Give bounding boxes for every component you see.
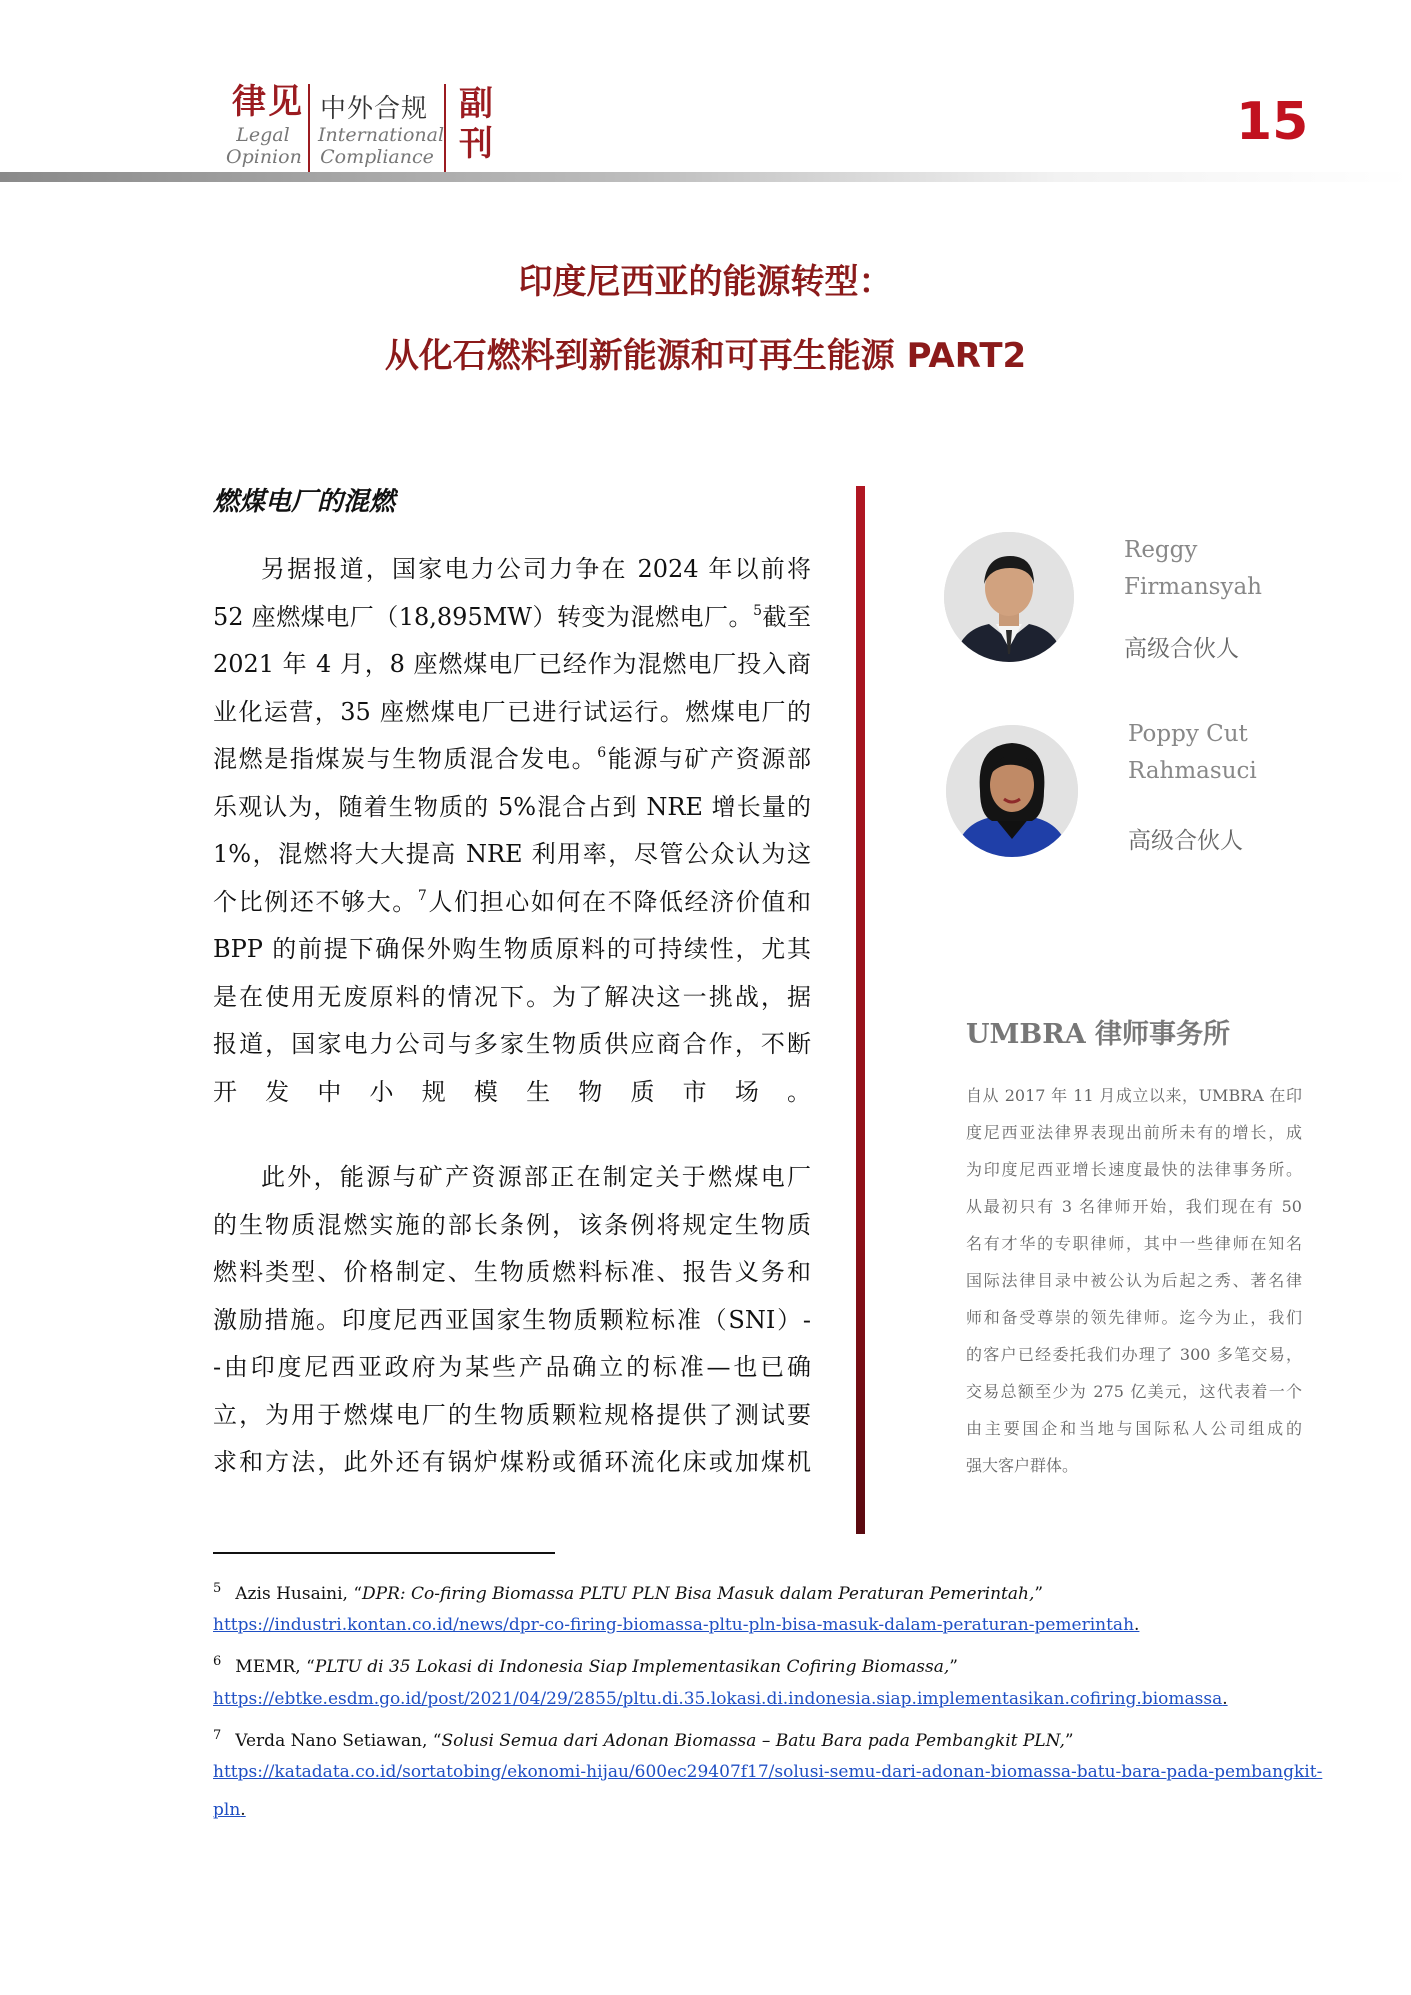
author-avatar-2	[946, 725, 1078, 857]
para1-line: 报道，国家电力公司与多家生物质供应商合作，不断	[213, 1030, 811, 1058]
footnote-7-link-row-2: pln.	[213, 1800, 246, 1820]
footnote-rule	[213, 1552, 555, 1554]
para1-line: BPP 的前提下确保外购生物质原料的可持续性，尤其	[213, 935, 811, 963]
footnote-6-link-row: https://ebtke.esdm.go.id/post/2021/04/29/2855/pltu.di.35.lokasi.di.indonesia.siap.implementasikan.cofiring.biomassa.	[213, 1689, 1228, 1709]
footnote-author: Verda Nano Setiawan, “	[235, 1731, 442, 1751]
para2-line: 此外，能源与矿产资源部正在制定关于燃煤电厂	[261, 1163, 811, 1191]
firm-description-line: 由主要国企和当地与国际私人公司组成的	[966, 1419, 1302, 1438]
section-label-english	[318, 124, 445, 168]
firm-description-line: 名有才华的专职律师，其中一些律师在知名	[966, 1234, 1302, 1253]
section-label-english-line1: International	[318, 124, 445, 146]
section-divider	[444, 84, 446, 172]
footnote-number: 5	[213, 1581, 222, 1596]
footnote-7-link-row	[213, 1761, 1322, 1783]
footnote-6-url[interactable]: https://ebtke.esdm.go.id/post/2021/04/29/2855/pltu.di.35.lokasi.di.indonesia.siap.implementasikan.cofiring.biomassa	[213, 1689, 1223, 1709]
firm-description-line: 度尼西亚法律界表现出前所未有的增长，成	[966, 1123, 1302, 1142]
firm-title: UMBRA 律师事务所	[966, 1019, 1231, 1050]
person-photo-icon	[946, 725, 1078, 857]
para1-text: 截至	[761, 602, 812, 631]
footnote-ref-7[interactable]: 7	[417, 887, 427, 904]
logo-english-line1: Legal	[236, 124, 290, 146]
para1-line: 开发中小规模生物质市场。	[213, 1077, 811, 1106]
article-title-line1: 印度尼西亚的能源转型：	[518, 262, 893, 302]
para1-line: 1%，混燃将大大提高 NRE 利用率，尽管公众认为这	[213, 840, 811, 868]
firm-description-line: 的客户已经委托我们办理了 300 多笔交易，	[966, 1345, 1302, 1364]
footnote-7	[213, 1725, 1074, 1752]
footnote-7-url[interactable]: https://katadata.co.id/sortatobing/ekonomi-hijau/600ec29407f17/solusi-semu-dari-adonan-biomassa-batu-bara-pada-pembangkit-	[213, 1762, 1323, 1782]
para2-line: 的生物质混燃实施的部长条例，该条例将规定生物质	[213, 1210, 811, 1239]
logo-english-line2: Opinion	[226, 146, 302, 168]
para1-text: 混燃是指煤炭与生物质混合发电。	[213, 745, 598, 773]
firm-description-line: 自从 2017 年 11 月成立以来，UMBRA 在印	[966, 1086, 1302, 1105]
footnote-close-quote: ”	[1034, 1584, 1044, 1604]
footnote-6	[213, 1651, 958, 1678]
author-1-role: 高级合伙人	[1124, 636, 1239, 662]
footnote-title: Solusi Semua dari Adonan Biomassa – Batu Bara pada Pembangkit PLN,	[441, 1731, 1065, 1751]
footnote-title: DPR: Co-firing Biomassa PLTU PLN Bisa Masuk dalam Peraturan Pemerintah,	[362, 1584, 1035, 1604]
para2-line: 立，为用于燃煤电厂的生物质颗粒规格提供了测试要	[213, 1400, 811, 1429]
section-label-chinese: 中外合规	[320, 94, 429, 124]
author-2-last-name: Rahmasuci	[1128, 758, 1257, 784]
para1-line: 乐观认为，随着生物质的 5%混合占到 NRE 增长量的	[213, 792, 811, 821]
section-heading: 燃煤电厂的混燃	[213, 487, 396, 517]
para1-line	[213, 594, 811, 642]
supplement-mark	[456, 84, 496, 164]
logo-english	[226, 124, 300, 168]
firm-description-line: 国际法律目录中被公认为后起之秀、著名律	[966, 1271, 1302, 1290]
article-title-line2: 从化石燃料到新能源和可再生能源 PART2	[384, 336, 1027, 376]
para1-text: 人们担心如何在不降低经济价值和	[426, 887, 812, 916]
firm-description-line: 从最初只有 3 名律师开始，我们现在有 50	[966, 1197, 1302, 1216]
footnote-title: PLTU di 35 Lokasi di Indonesia Siap Implementasikan Cofiring Biomassa,	[314, 1657, 950, 1677]
footnote-ref-5[interactable]: 5	[753, 602, 762, 619]
body-paragraph-1	[213, 546, 811, 1116]
footnote-5-url[interactable]: https://industri.kontan.co.id/news/dpr-co-firing-biomassa-pltu-pln-bisa-masuk-dalam-peraturan-pemerintah	[213, 1615, 1135, 1635]
footnote-7-url-continued[interactable]: pln	[213, 1800, 241, 1820]
footnote-number: 7	[213, 1728, 222, 1743]
para1-text: 能源与矿产资源部	[606, 745, 812, 773]
author-1-first-name: Reggy	[1124, 537, 1198, 563]
para2-line: 燃料类型、价格制定、生物质燃料标准、报告义务和	[213, 1258, 811, 1286]
section-label-english-line2: Compliance	[320, 146, 434, 168]
body-paragraph-2	[213, 1154, 811, 1487]
para1-text: 52 座燃煤电厂（18,895MW）转变为混燃电厂。	[213, 602, 754, 631]
para1-line	[213, 879, 811, 927]
para1-line	[213, 736, 811, 784]
footnote-ref-6[interactable]: 6	[597, 745, 607, 761]
footnote-close-quote: ”	[1064, 1731, 1074, 1751]
person-photo-icon	[944, 532, 1074, 662]
author-1-last-name: Firmansyah	[1124, 574, 1262, 600]
author-2-first-name: Poppy Cut	[1128, 721, 1248, 747]
footnote-5-link-row: https://industri.kontan.co.id/news/dpr-co-firing-biomassa-pltu-pln-bisa-masuk-dalam-peraturan-pemerintah.	[213, 1615, 1140, 1635]
logo-divider	[308, 84, 310, 172]
firm-description-line: 交易总额至少为 275 亿美元，这代表着一个	[966, 1382, 1302, 1401]
supplement-char-1: 副	[459, 84, 493, 124]
footnote-number: 6	[213, 1654, 222, 1669]
page-number: 15	[1236, 92, 1309, 152]
footnote-close-quote: ”	[949, 1657, 958, 1677]
footnote-author: Azis Husaini, “	[235, 1584, 363, 1604]
para2-line: 求和方法，此外还有锅炉煤粉或循环流化床或加煤机	[213, 1448, 811, 1476]
author-2-role: 高级合伙人	[1128, 828, 1243, 854]
supplement-char-2: 刊	[459, 124, 493, 164]
para1-text: 个比例还不够大。	[213, 887, 418, 916]
footnote-5	[213, 1578, 1043, 1605]
para1-line: 另据报道，国家电力公司力争在 2024 年以前将	[261, 555, 811, 583]
para1-line: 是在使用无废原料的情况下。为了解决这一挑战，据	[213, 982, 811, 1011]
footnote-author: MEMR, “	[235, 1657, 315, 1677]
para1-line: 2021 年 4 月，8 座燃煤电厂已经作为混燃电厂投入商	[213, 650, 811, 678]
firm-description-line: 为印度尼西亚增长速度最快的法律事务所。	[966, 1160, 1302, 1179]
firm-description-line: 师和备受尊崇的领先律师。迄今为止，我们	[966, 1308, 1302, 1327]
para2-line: 激励措施。印度尼西亚国家生物质颗粒标准（SNI）-	[213, 1305, 811, 1334]
logo-chinese: 律见	[232, 82, 304, 122]
author-avatar-1	[944, 532, 1074, 662]
para2-line: -由印度尼西亚政府为某些产品确立的标准—也已确	[213, 1353, 811, 1381]
firm-description-line: 强大客户群体。	[966, 1456, 1079, 1475]
column-divider	[856, 486, 865, 1534]
para1-line: 业化运营，35 座燃煤电厂已进行试运行。燃煤电厂的	[213, 697, 811, 726]
header-rule	[0, 172, 1411, 182]
